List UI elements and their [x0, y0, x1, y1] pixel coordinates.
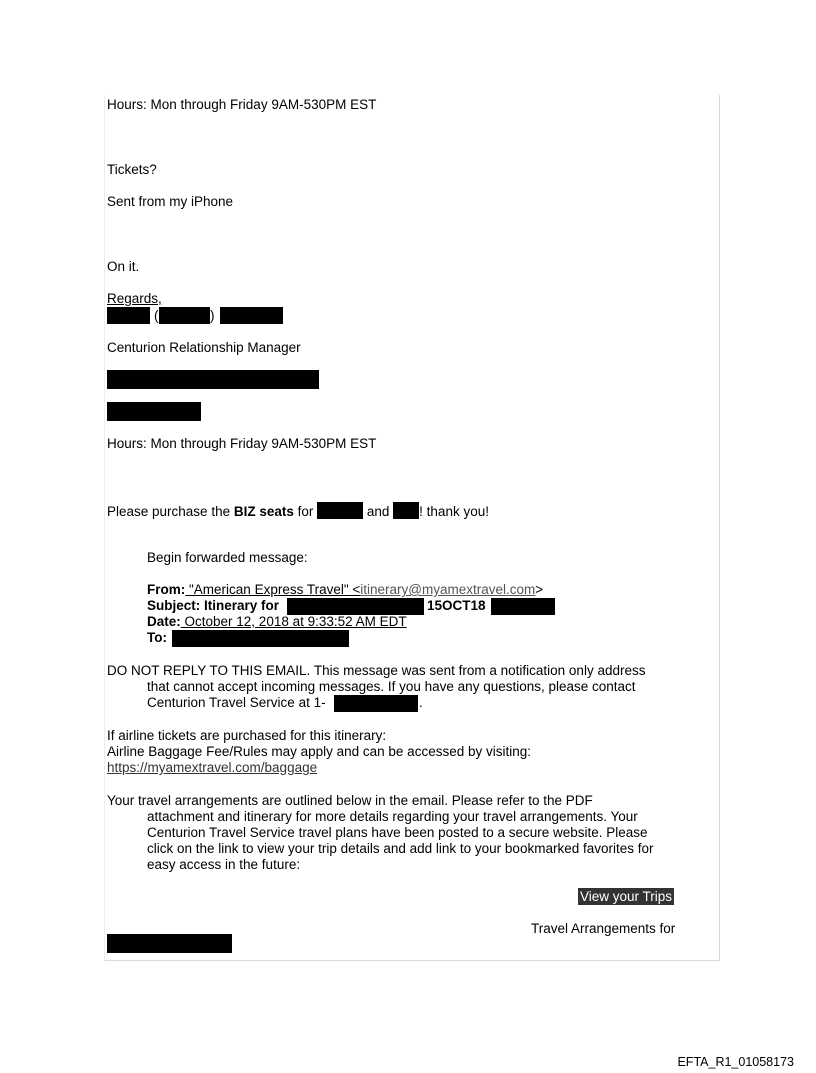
date-value: October 12, 2018 at 9:33:52 AM EDT — [180, 614, 407, 629]
from-end: > — [535, 582, 544, 597]
redaction-box — [107, 402, 201, 421]
arrangements-line-5: easy access in the future: — [147, 857, 301, 872]
subject-code: 15OCT18 — [427, 598, 486, 613]
redaction-box — [159, 307, 210, 324]
purchase-mid: for — [293, 504, 318, 519]
purchase-post: ! thank you! — [419, 504, 489, 519]
redaction-box — [317, 502, 363, 519]
forward-date — [147, 614, 407, 630]
document-id: EFTA_R1_01058173 — [677, 1055, 794, 1069]
travel-arrangements-for: Travel Arrangements for — [531, 921, 676, 936]
manager-title: Centurion Relationship Manager — [107, 340, 301, 355]
message-on-it: On it. — [107, 259, 140, 274]
redaction-box — [172, 630, 349, 647]
forward-from — [147, 582, 543, 598]
sent-from-signature: Sent from my iPhone — [107, 194, 234, 209]
arrangements-line-2: attachment and itinerary for more details regarding your travel arrangements. Your — [147, 809, 638, 824]
purchase-request — [107, 502, 489, 520]
biz-seats-text: BIZ seats — [233, 504, 294, 519]
forward-intro: Begin forwarded message: — [147, 550, 308, 565]
arrangements-line-4: click on the link to view your trip details and add link to your bookmarked favorites for — [147, 841, 654, 856]
redaction-box — [491, 598, 555, 615]
from-name: "American Express Travel" < — [185, 582, 361, 597]
paren-open: ( — [154, 308, 159, 323]
from-email-link[interactable]: itinerary@myamextravel.com — [360, 582, 536, 597]
view-trips-button[interactable]: View your Trips — [580, 889, 673, 904]
baggage-line-1: If airline tickets are purchased for this itinerary: — [107, 728, 387, 743]
hours-text: Hours: Mon through Friday 9AM-530PM EST — [107, 97, 377, 112]
redaction-box — [107, 370, 319, 389]
redaction-box — [107, 307, 150, 324]
redaction-box — [393, 502, 419, 519]
redaction-box — [287, 598, 424, 615]
redaction-box — [334, 695, 418, 712]
to-label: To: — [147, 630, 167, 645]
paren-close: ) — [210, 308, 215, 323]
baggage-line-2: Airline Baggage Fee/Rules may apply and can be accessed by visiting: — [107, 744, 531, 759]
notice-line-3: Centurion Travel Service at 1- — [147, 695, 326, 710]
notice-line-1: DO NOT REPLY TO THIS EMAIL. This message was sent from a notification only address — [107, 663, 646, 678]
baggage-link[interactable]: https://myamextravel.com/baggage — [107, 760, 318, 775]
from-label: From: — [147, 582, 186, 597]
subject-label: Subject: Itinerary for — [147, 598, 280, 613]
notice-line-2: that cannot accept incoming messages. If you have any questions, please contact — [147, 679, 636, 694]
arrangements-line-3: Centurion Travel Service travel plans have been posted to a secure website. Please — [147, 825, 648, 840]
redaction-box — [220, 307, 283, 324]
date-label: Date: — [147, 614, 181, 629]
regards-text: Regards, — [107, 291, 162, 306]
purchase-and: and — [363, 504, 394, 519]
purchase-pre: Please purchase the — [107, 504, 234, 519]
arrangements-line-1: Your travel arrangements are outlined below in the email. Please refer to the PDF — [107, 793, 593, 808]
hours-text: Hours: Mon through Friday 9AM-530PM EST — [107, 436, 377, 451]
message-tickets: Tickets? — [107, 162, 157, 177]
redaction-box — [107, 934, 232, 953]
notice-line-3-end: . — [419, 695, 423, 710]
